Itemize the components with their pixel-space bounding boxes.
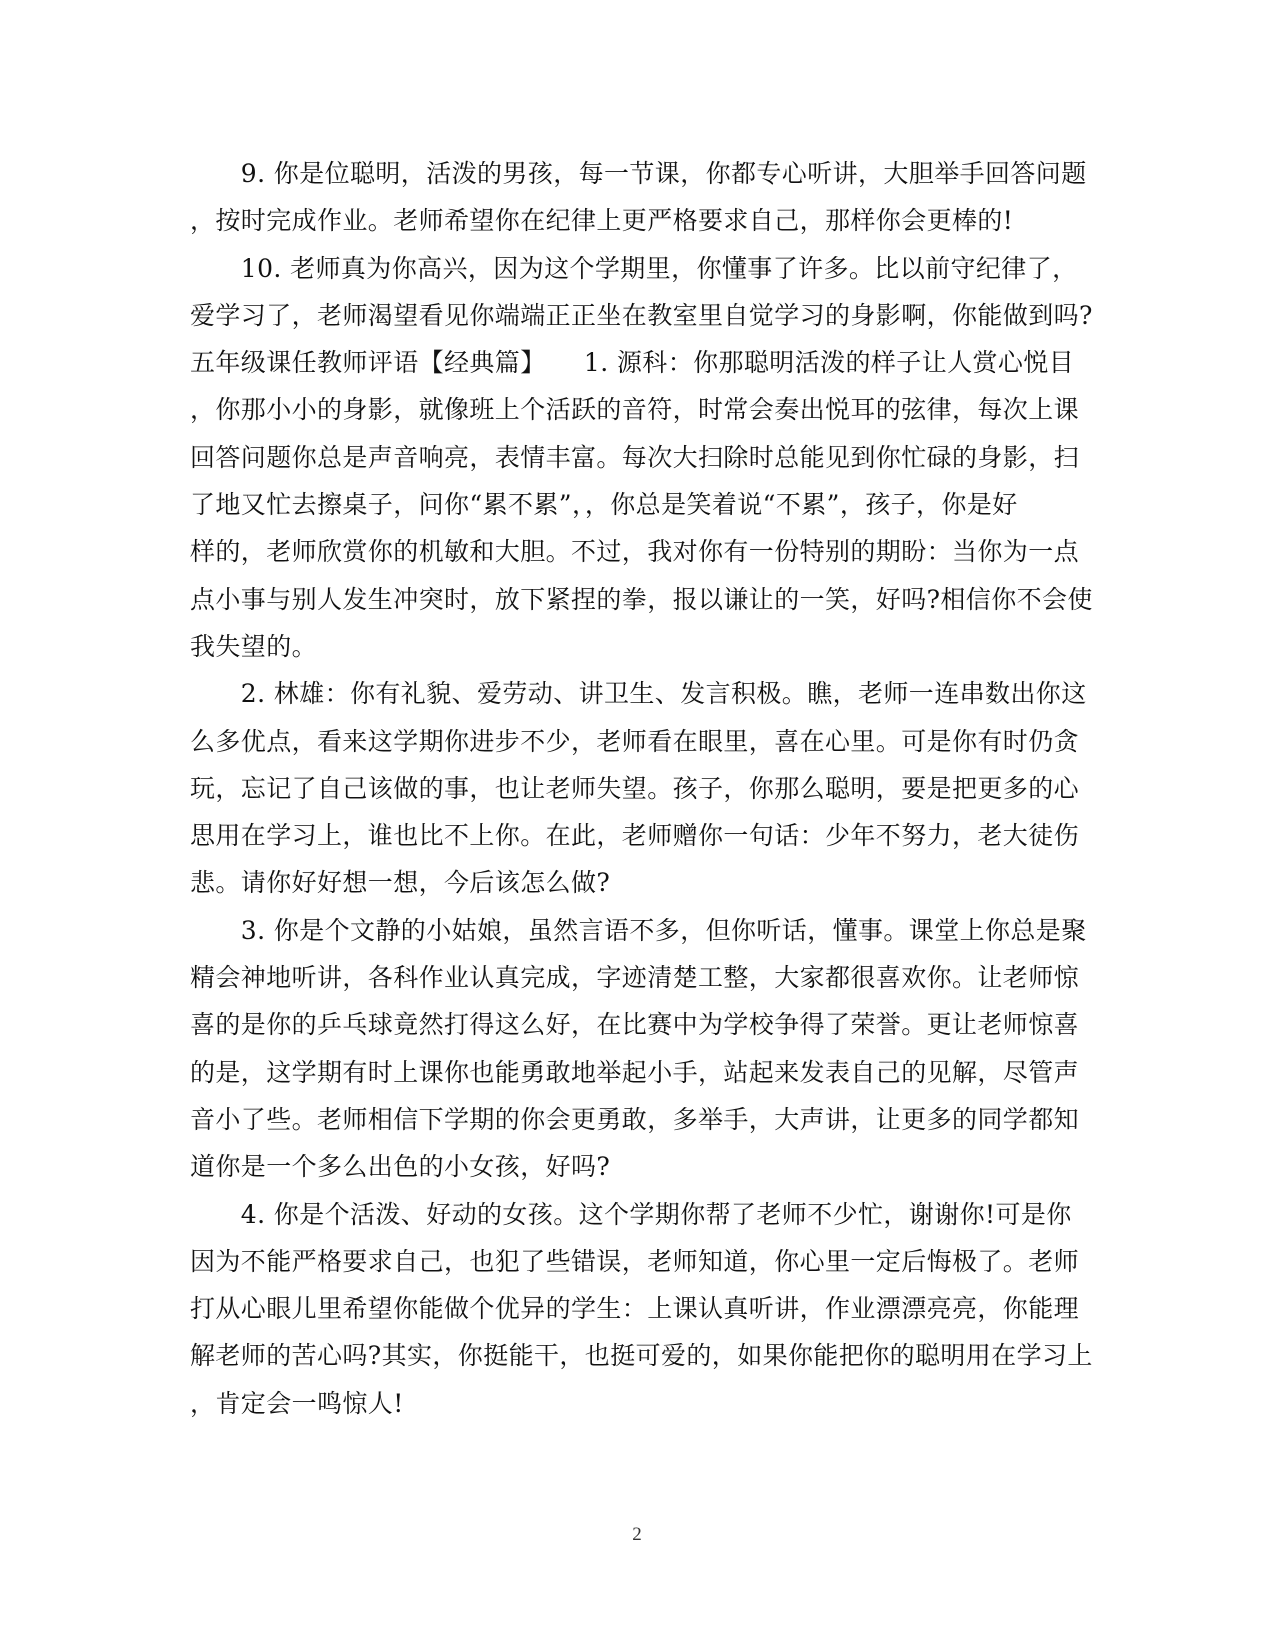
text-line: 五年级课任教师评语【经典篇】 1. 源科：你那聪明活泼的样子让人赏心悦目: [190, 348, 1075, 378]
text-line: 点小事与别人发生冲突时，放下紧捏的拳，报以谦让的一笑，好吗?相信你不会使: [190, 584, 1093, 614]
text-line: 喜的是你的乒乓球竟然打得这么好，在比赛中为学校争得了荣誉。更让老师惊喜: [190, 1010, 1080, 1040]
text-line: 3. 你是个文静的小姑娘，虽然言语不多，但你听话，懂事。课堂上你总是聚: [190, 915, 1087, 945]
page-number: 2: [632, 1524, 642, 1545]
text-line: ，你那小小的身影，就像班上个活跃的音符，时常会奏出悦耳的弦律，每次上课: [190, 395, 1080, 425]
text-line: 我失望的。: [190, 631, 318, 661]
text-line: 因为不能严格要求自己，也犯了些错误，老师知道，你心里一定后悔极了。老师: [190, 1246, 1080, 1276]
text-line: 精会神地听讲，各科作业认真完成，字迹清楚工整，大家都很喜欢你。让老师惊: [190, 963, 1080, 993]
text-line: 悲。请你好好想一想，今后该怎么做?: [190, 868, 611, 898]
text-line: 么多优点，看来这学期你进步不少，老师看在眼里，喜在心里。可是你有时仍贪: [190, 726, 1080, 756]
text-line: ，按时完成作业。老师希望你在纪律上更严格要求自己，那样你会更棒的!: [190, 206, 1014, 236]
text-line: 爱学习了，老师渴望看见你端端正正坐在教室里自觉学习的身影啊，你能做到吗?: [190, 300, 1093, 330]
page-body: [190, 150, 1093, 1427]
text-line: 2. 林雄：你有礼貌、爱劳动、讲卫生、发言积极。瞧，老师一连串数出你这: [190, 679, 1087, 709]
text-line: 思用在学习上，谁也比不上你。在此，老师赠你一句话：少年不努力，老大徒伤: [190, 821, 1080, 851]
text-line: 打从心眼儿里希望你能做个优异的学生：上课认真听讲，作业漂漂亮亮，你能理: [190, 1294, 1080, 1324]
text-line: ，肯定会一鸣惊人!: [190, 1388, 404, 1418]
text-line: 音小了些。老师相信下学期的你会更勇敢，多举手，大声讲，让更多的同学都知: [190, 1104, 1080, 1134]
text-line: 回答问题你总是声音响亮，表情丰富。每次大扫除时总能见到你忙碌的身影，扫: [190, 442, 1080, 472]
text-line: 了地又忙去擦桌子，问你“累不累”，，你总是笑着说“不累”，孩子，你是好: [190, 490, 1018, 520]
text-line: 的是，这学期有时上课你也能勇敢地举起小手，站起来发表自己的见解，尽管声: [190, 1057, 1080, 1087]
text-line: 道你是一个多么出色的小女孩，好吗?: [190, 1152, 611, 1182]
text-line: 玩，忘记了自己该做的事，也让老师失望。孩子，你那么聪明，要是把更多的心: [190, 773, 1080, 803]
text-line: 10. 老师真为你高兴，因为这个学期里，你懂事了许多。比以前守纪律了，: [190, 253, 1078, 283]
text-line: 样的，老师欣赏你的机敏和大胆。不过，我对你有一份特别的期盼：当你为一点: [190, 537, 1080, 567]
text-line: 解老师的苦心吗?其实，你挺能干，也挺可爱的，如果你能把你的聪明用在学习上: [190, 1341, 1093, 1371]
text-line: 9. 你是位聪明，活泼的男孩，每一节课，你都专心听讲，大胆举手回答问题: [190, 159, 1087, 188]
text-line: 4. 你是个活泼、好动的女孩。这个学期你帮了老师不少忙，谢谢你!可是你: [190, 1199, 1072, 1229]
